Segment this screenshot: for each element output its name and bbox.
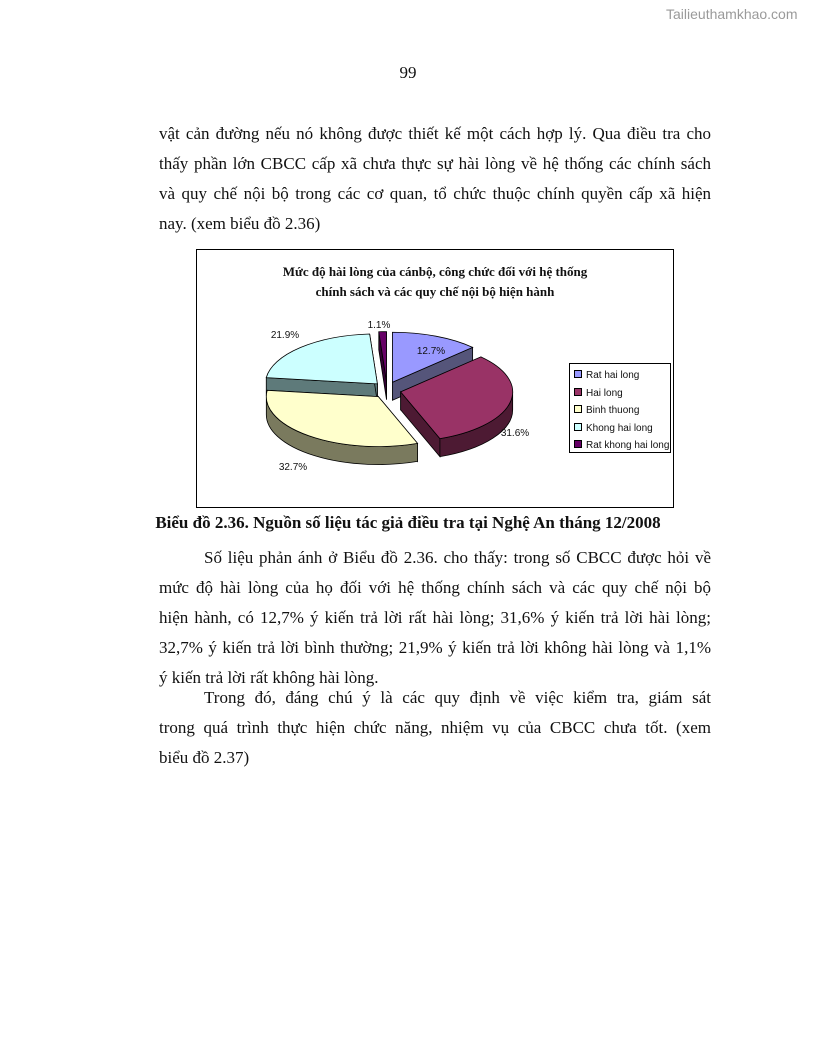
chart-title-line: chính sách và các quy chế nội bộ hiện hành — [315, 284, 555, 299]
pie-chart — [196, 249, 674, 508]
watermark: Tailieuthamkhao.com — [666, 6, 798, 22]
data-label-rat-khong-hai-long: 1.1% — [367, 320, 391, 331]
data-label-binh-thuong: 32.7% — [278, 462, 308, 473]
intro-line: thấy phần lớn CBCC cấp xã chưa thực sự hài lòng về hệ thống các chính sách — [159, 154, 711, 173]
page-number: 99 — [399, 63, 417, 82]
paragraph-line: ý kiến trả lời rất không hài lòng. — [159, 668, 379, 687]
legend-swatch — [574, 440, 582, 448]
intro-line: nay. (xem biểu đồ 2.36) — [159, 214, 321, 233]
chart-caption: Biểu đồ 2.36. Nguồn số liệu tác giả điều tra tại Nghệ An tháng 12/2008 — [155, 513, 661, 532]
legend-item-binh-thuong — [574, 403, 639, 419]
legend-label: Rat khong hai long — [586, 440, 670, 451]
legend-item-hai-long — [574, 386, 623, 402]
legend-item-khong-hai-long — [574, 421, 653, 437]
pie-slice-rat-khong-hai-long — [379, 332, 387, 400]
data-label-rat-hai-long: 12.7% — [416, 346, 446, 357]
legend-item-rat-khong-hai-long — [574, 438, 669, 454]
legend-swatch — [574, 423, 582, 431]
paragraph-line: Số liệu phản ánh ở Biểu đồ 2.36. cho thấy: trong số CBCC được hỏi về — [204, 548, 711, 567]
legend-label: Hai long — [586, 387, 623, 399]
legend-label: Binh thuong — [586, 405, 640, 416]
paragraph-line: 32,7% ý kiến trả lời bình thường; 21,9% ý kiến trả lời không hài lòng và 1,1% — [159, 638, 711, 657]
legend-label: Khong hai long — [586, 422, 653, 434]
legend-label: Rat hai long — [586, 370, 640, 381]
chart-title-line: Mức độ hài lòng của cánbộ, công chức đối với hệ thống — [282, 264, 588, 279]
legend-swatch — [574, 388, 582, 396]
paragraph-line: Trong đó, đáng chú ý là các quy định về việc kiểm tra, giám sát — [204, 688, 711, 707]
legend-swatch — [574, 405, 582, 413]
paragraph-line: trong quá trình thực hiện chức năng, nhiệm vụ của CBCC chưa tốt. (xem — [159, 718, 711, 737]
legend-swatch — [574, 370, 582, 378]
data-label-khong-hai-long: 21.9% — [270, 330, 300, 341]
intro-line: vật cản đường nếu nó không được thiết kế một cách hợp lý. Qua điều tra cho — [159, 124, 711, 143]
paragraph-line: mức độ hài lòng của họ đối với hệ thống chính sách và các quy chế nội bộ — [159, 578, 711, 597]
data-label-hai-long: 31.6% — [500, 428, 530, 439]
chart-legend — [569, 363, 671, 453]
intro-line: và quy chế nội bộ trong các cơ quan, tổ chức thuộc chính quyền cấp xã hiện — [159, 184, 711, 203]
paragraph-line: hiện hành, có 12,7% ý kiến trả lời rất hài lòng; 31,6% ý kiến trả lời hài lòng; — [159, 608, 711, 627]
paragraph-line: biểu đồ 2.37) — [159, 748, 250, 767]
legend-item-rat-hai-long — [574, 368, 639, 384]
pie-slice-binh-thuong — [266, 390, 417, 464]
